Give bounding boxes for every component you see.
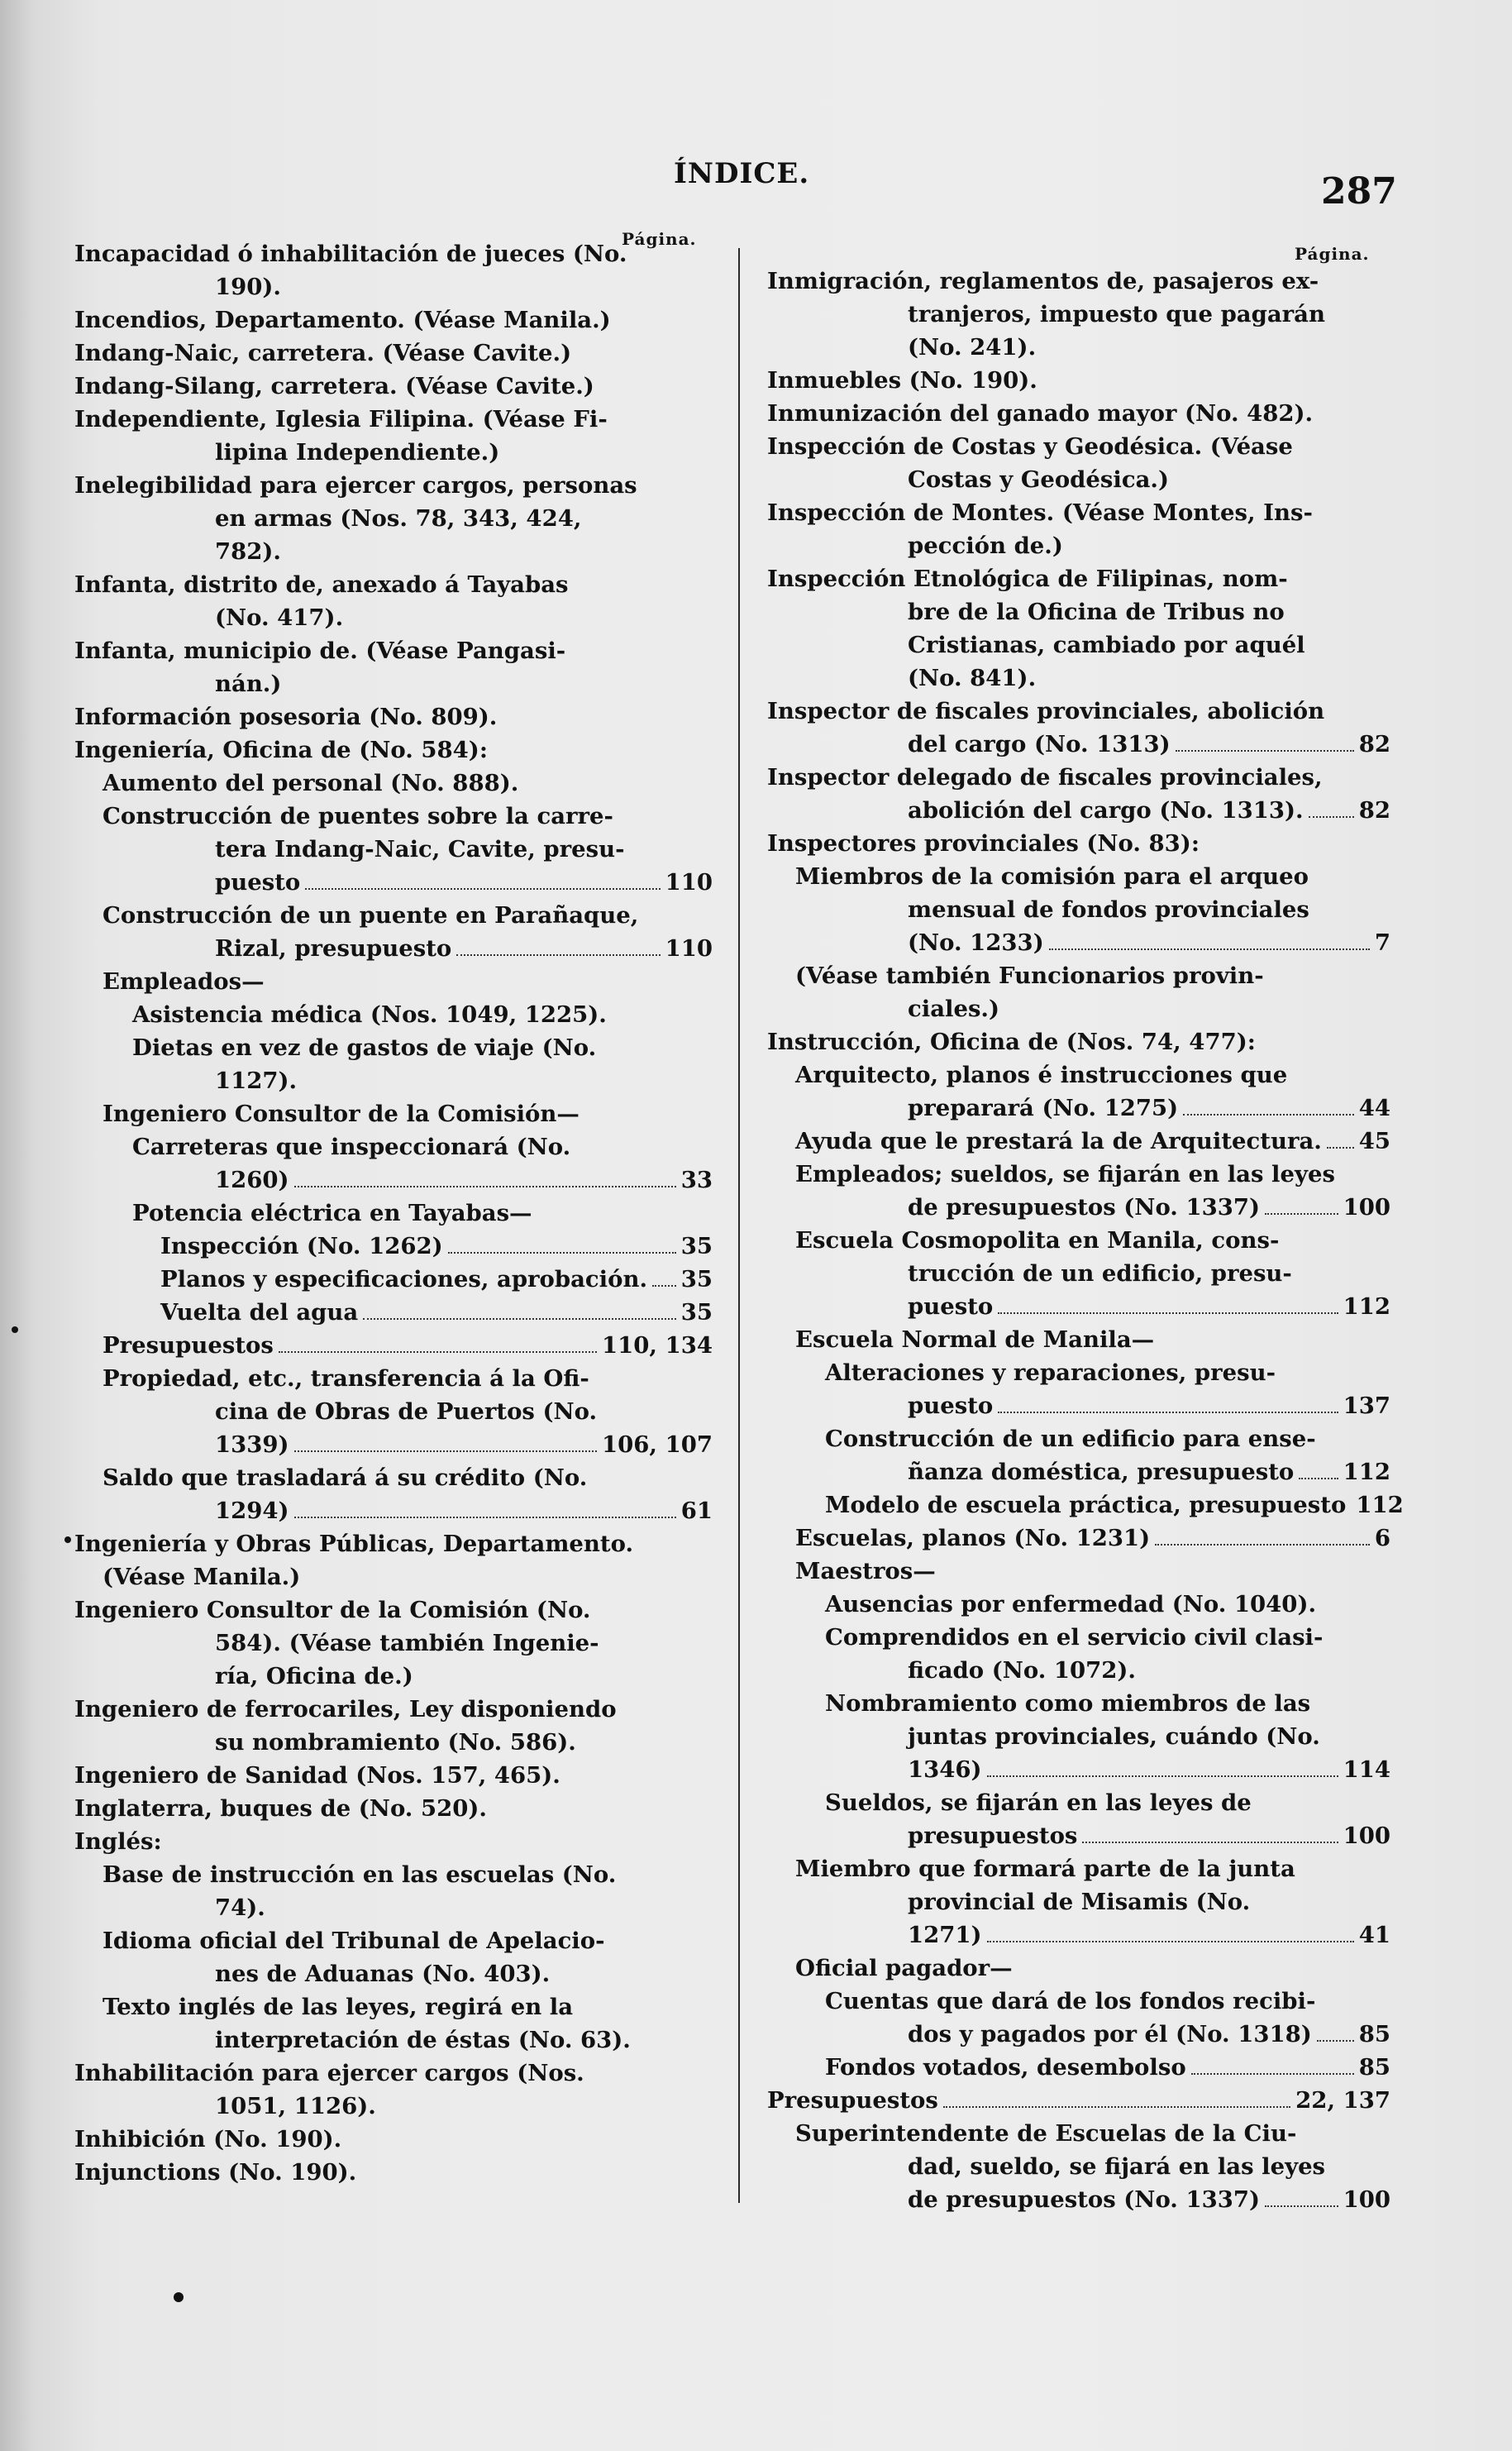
index-entry-line	[767, 1885, 1390, 1918]
index-entry-line	[74, 932, 713, 965]
index-entry-line	[74, 965, 713, 998]
dot-leader	[987, 1940, 1354, 1942]
index-entry-line	[767, 2150, 1390, 2183]
entry-text: Inspector delegado de fiscales provinciales,	[767, 764, 1323, 791]
index-entry-line	[767, 430, 1390, 463]
index-entry-line	[74, 1924, 713, 1957]
index-entry-line	[767, 1455, 1390, 1488]
index-entry-line	[767, 761, 1390, 794]
dot-leader	[998, 1312, 1338, 1314]
index-entry-line	[767, 1125, 1390, 1158]
index-entry-line	[767, 1257, 1390, 1290]
dot-leader	[1191, 2072, 1354, 2075]
entry-text: Comprendidos en el servicio civil clasi-	[825, 1624, 1324, 1651]
right-column-page-label: Página.	[1295, 244, 1370, 264]
index-entry-line	[767, 2084, 1390, 2117]
entry-page-number: 110	[665, 869, 713, 896]
index-entry-line	[767, 1092, 1390, 1125]
entry-text: Ingeniero de Sanidad (Nos. 157, 465).	[74, 1762, 560, 1789]
entry-page-number: 112	[1356, 1492, 1404, 1518]
entry-text: (Véase Manila.)	[103, 1564, 301, 1590]
ink-dot	[174, 2292, 184, 2302]
entry-text: Cuentas que dará de los fondos recibi-	[825, 1988, 1316, 2014]
dot-leader	[943, 2105, 1290, 2108]
index-entry-line	[767, 364, 1390, 397]
dot-leader	[1309, 815, 1354, 818]
entry-text: abolición del cargo (No. 1313).	[908, 797, 1304, 824]
index-entry-line	[74, 1031, 713, 1064]
index-entry-line	[74, 1329, 713, 1362]
index-entry-line	[74, 1362, 713, 1395]
entry-text: (No. 1233)	[908, 929, 1044, 956]
index-entry-line	[74, 1858, 713, 1891]
index-entry-line	[767, 628, 1390, 662]
page-number: 287	[1321, 170, 1397, 213]
entry-text: Oficial pagador—	[795, 1955, 1013, 1981]
dot-leader	[987, 1775, 1338, 1777]
dot-leader	[363, 1317, 676, 1320]
entry-text: Inspección Etnológica de Filipinas, nom-	[767, 566, 1288, 592]
index-entry-line	[767, 1389, 1390, 1422]
index-entry-line	[767, 1621, 1390, 1654]
index-entry-line	[767, 1786, 1390, 1819]
index-entry-line	[767, 265, 1390, 298]
entry-text: Presupuestos	[767, 2087, 938, 2114]
entry-page-number: 61	[680, 1498, 713, 1524]
entry-text: Inmunización del ganado mayor (No. 482).	[767, 400, 1314, 427]
entry-text: Maestros—	[795, 1558, 936, 1584]
index-entry-line	[74, 568, 713, 601]
entry-page-number: 110	[665, 935, 713, 962]
entry-text: presupuestos	[908, 1823, 1078, 1849]
index-entry-line	[74, 1395, 713, 1428]
dot-leader	[305, 887, 660, 890]
index-entry-line	[767, 397, 1390, 430]
index-entry-line	[74, 700, 713, 733]
index-entry-line	[767, 2117, 1390, 2150]
entry-text: (No. 417).	[215, 604, 344, 631]
index-entry-line	[74, 2057, 713, 2090]
entry-text: puesto	[908, 1293, 994, 1320]
entry-page-number: 6	[1374, 1525, 1390, 1551]
entry-text: Dietas en vez de gastos de viaje (No.	[132, 1034, 597, 1061]
index-entry-line	[74, 767, 713, 800]
entry-text: lipina Independiente.)	[215, 439, 500, 466]
entry-text: Cristianas, cambiado por aquél	[908, 632, 1305, 658]
entry-text: Asistencia médica (Nos. 1049, 1225).	[132, 1001, 607, 1028]
index-entry-line	[74, 2023, 713, 2057]
entry-text: Rizal, presupuesto	[215, 935, 452, 962]
index-entry-line	[74, 1593, 713, 1627]
index-entry-line	[767, 1852, 1390, 1885]
index-entry-line	[767, 298, 1390, 331]
entry-text: Fondos votados, desembolso	[825, 2054, 1186, 2081]
entry-page-number: 112	[1343, 1293, 1390, 1320]
left-column-page-label: Página.	[622, 229, 697, 249]
index-entry-line	[767, 2051, 1390, 2084]
entry-page-number: 85	[1358, 2054, 1390, 2081]
entry-text: Saldo que trasladará á su crédito (No.	[103, 1464, 588, 1491]
entry-text: (No. 241).	[908, 334, 1037, 361]
entry-text: Miembros de la comisión para el arqueo	[795, 863, 1309, 890]
entry-text: Independiente, Iglesia Filipina. (Véase Fi-	[74, 406, 608, 432]
index-entry-line	[767, 992, 1390, 1025]
entry-text: Infanta, municipio de. (Véase Pangasi-	[74, 638, 566, 664]
index-entry-line	[74, 998, 713, 1031]
entry-page-number: 112	[1343, 1459, 1390, 1485]
index-entry-line	[74, 1428, 713, 1461]
page-header-title: ÍNDICE.	[674, 157, 810, 190]
entry-text: Indang-Naic, carretera. (Véase Cavite.)	[74, 340, 572, 366]
index-entry-line	[74, 1726, 713, 1759]
entry-text: Potencia eléctrica en Tayabas—	[132, 1200, 532, 1226]
index-entry-line	[767, 463, 1390, 496]
entry-text: tera Indang-Naic, Cavite, presu-	[215, 836, 625, 862]
entry-text: Escuela Cosmopolita en Manila, cons-	[795, 1227, 1280, 1254]
entry-page-number: 41	[1358, 1922, 1390, 1948]
index-entry-line	[767, 595, 1390, 628]
entry-text: Inglés:	[74, 1828, 162, 1855]
index-entry-line	[767, 1158, 1390, 1191]
entry-text: provincial de Misamis (No.	[908, 1889, 1251, 1915]
entry-text: Vuelta del agua	[160, 1299, 359, 1326]
ink-dot	[12, 1326, 18, 1333]
entry-text: nes de Aduanas (No. 403).	[215, 1961, 551, 1987]
entry-page-number: 114	[1343, 1756, 1390, 1783]
entry-text: Presupuestos	[103, 1332, 274, 1359]
entry-text: Inelegibilidad para ejercer cargos, personas	[74, 472, 637, 499]
entry-text: (No. 841).	[908, 665, 1037, 691]
entry-page-number: 137	[1343, 1393, 1390, 1419]
entry-page-number: 35	[680, 1299, 713, 1326]
entry-text: dos y pagados por él (No. 1318)	[908, 2021, 1312, 2047]
entry-text: Inspectores provinciales (No. 83):	[767, 830, 1200, 857]
dot-leader	[1265, 2205, 1338, 2207]
index-entry-line	[767, 728, 1390, 761]
dot-leader	[448, 1251, 676, 1254]
index-entry-line	[74, 535, 713, 568]
entry-text: Planos y especificaciones, aprobación.	[160, 1266, 648, 1292]
index-entry-line	[74, 2090, 713, 2123]
entry-text: puesto	[908, 1393, 994, 1419]
entry-text: Ingeniería y Obras Públicas, Departamento.	[74, 1531, 634, 1557]
dot-leader	[294, 1516, 676, 1518]
entry-page-number: 82	[1358, 797, 1390, 824]
entry-text: (Véase también Funcionarios provin-	[795, 963, 1264, 989]
dot-leader	[1155, 1543, 1370, 1546]
index-entry-line	[74, 1296, 713, 1329]
index-entry-line	[767, 1488, 1404, 1522]
index-entry-line	[767, 562, 1390, 595]
entry-text: interpretación de éstas (No. 63).	[215, 2027, 631, 2053]
index-entry-line	[767, 1918, 1390, 1952]
entry-text: puesto	[215, 869, 301, 896]
entry-text: trucción de un edificio, presu-	[908, 1260, 1292, 1287]
entry-text: 74).	[215, 1894, 265, 1921]
index-entry-line	[74, 634, 713, 667]
index-entry-line	[74, 601, 713, 634]
index-entry-line	[767, 1356, 1390, 1389]
index-entry-line	[767, 1422, 1390, 1455]
entry-text: Inhibición (No. 190).	[74, 2126, 342, 2152]
entry-text: Superintendente de Escuelas de la Ciu-	[795, 2120, 1297, 2147]
index-entry-line	[767, 926, 1390, 959]
index-entry-line	[74, 502, 713, 535]
index-entry-line	[74, 1825, 713, 1858]
index-entry-line	[767, 496, 1390, 529]
entry-text: nán.)	[215, 671, 282, 697]
dot-leader	[1299, 1477, 1338, 1479]
entry-text: en armas (Nos. 78, 343, 424,	[215, 505, 582, 532]
index-entry-line	[767, 893, 1390, 926]
index-entry-line	[74, 800, 713, 833]
entry-text: 1294)	[215, 1498, 289, 1524]
entry-text: juntas provinciales, cuándo (No.	[908, 1723, 1320, 1750]
entry-page-number: 82	[1358, 731, 1390, 757]
entry-text: Propiedad, etc., transferencia á la Ofi-	[103, 1365, 589, 1392]
entry-text: Instrucción, Oficina de (Nos. 74, 477):	[767, 1029, 1256, 1055]
entry-page-number: 100	[1343, 1823, 1390, 1849]
index-entry-line	[74, 370, 713, 403]
index-entry-line	[767, 1952, 1390, 1985]
entry-text: Construcción de un edificio para ense-	[825, 1426, 1316, 1452]
entry-text: ciales.)	[908, 996, 1000, 1022]
index-entry-line	[767, 1058, 1390, 1092]
dot-leader	[279, 1350, 597, 1353]
index-entry-line	[767, 1323, 1390, 1356]
index-column-right	[767, 265, 1404, 2216]
entry-text: 190).	[215, 274, 281, 300]
entry-text: Idioma oficial del Tribunal de Apelacio-	[103, 1928, 605, 1954]
index-entry-line	[74, 1759, 713, 1792]
index-entry-line	[767, 1985, 1390, 2018]
index-entry-line	[74, 667, 713, 700]
entry-text: Ayuda que le prestará la de Arquitectura.	[795, 1128, 1322, 1154]
index-entry-line	[74, 436, 713, 469]
entry-text: Inglaterra, buques de (No. 520).	[74, 1795, 487, 1822]
entry-text: de presupuestos (No. 1337)	[908, 2186, 1260, 2213]
index-entry-line	[767, 1555, 1390, 1588]
index-entry-line	[74, 337, 713, 370]
entry-text: Incapacidad ó inhabilitación de jueces (No.	[74, 241, 627, 267]
entry-text: Incendios, Departamento. (Véase Manila.)	[74, 307, 611, 333]
entry-text: Inspección (No. 1262)	[160, 1233, 443, 1259]
index-entry-line	[74, 833, 713, 866]
entry-text: Inspección de Montes. (Véase Montes, Ins-	[767, 499, 1313, 526]
index-entry-line	[74, 403, 713, 436]
entry-text: del cargo (No. 1313)	[908, 731, 1171, 757]
dot-leader	[456, 953, 660, 956]
entry-text: tranjeros, impuesto que pagarán	[908, 301, 1325, 327]
index-entry-line	[767, 662, 1390, 695]
index-entry-line	[74, 1792, 713, 1825]
index-entry-line	[767, 827, 1390, 860]
dot-leader	[1327, 1146, 1354, 1149]
entry-text: Empleados; sueldos, se fijarán en las leyes	[795, 1161, 1335, 1187]
index-entry-line	[767, 1191, 1390, 1224]
entry-text: 1127).	[215, 1068, 298, 1094]
index-entry-line	[767, 1588, 1390, 1621]
entry-page-number: 85	[1358, 2021, 1390, 2047]
index-entry-line	[74, 1527, 713, 1560]
entry-text: preparará (No. 1275)	[908, 1095, 1179, 1121]
dot-leader	[294, 1185, 676, 1187]
entry-text: Ingeniero Consultor de la Comisión (No.	[74, 1597, 591, 1623]
entry-page-number: 33	[680, 1167, 713, 1193]
index-entry-line	[74, 866, 713, 899]
entry-text: Injunctions (No. 190).	[74, 2159, 357, 2186]
entry-text: Infanta, distrito de, anexado á Tayabas	[74, 571, 569, 598]
ink-dot	[64, 1536, 71, 1543]
index-entry-line	[74, 270, 713, 303]
index-entry-line	[767, 695, 1390, 728]
index-entry-line	[74, 1230, 713, 1263]
entry-text: Inspección de Costas y Geodésica. (Véase	[767, 433, 1293, 460]
entry-text: Escuela Normal de Manila—	[795, 1326, 1155, 1353]
entry-page-number: 110, 134	[602, 1332, 713, 1359]
dot-leader	[1082, 1841, 1338, 1843]
dot-leader	[1183, 1113, 1354, 1116]
entry-text: ñanza doméstica, presupuesto	[908, 1459, 1295, 1485]
index-entry-line	[74, 1263, 713, 1296]
entry-text: 1260)	[215, 1167, 289, 1193]
index-column-left	[74, 237, 713, 2189]
entry-text: Construcción de puentes sobre la carre-	[103, 803, 613, 829]
index-entry-line	[767, 1720, 1390, 1753]
index-entry-line	[74, 1494, 713, 1527]
index-entry-line	[74, 237, 713, 270]
entry-text: Nombramiento como miembros de las	[825, 1690, 1311, 1717]
index-entry-line	[767, 1687, 1390, 1720]
index-entry-line	[74, 2123, 713, 2156]
index-entry-line	[767, 1753, 1390, 1786]
entry-text: Sueldos, se fijarán en las leyes de	[825, 1789, 1252, 1816]
entry-text: bre de la Oficina de Tribus no	[908, 599, 1285, 625]
index-entry-line	[74, 1163, 713, 1197]
index-entry-line	[74, 1461, 713, 1494]
entry-text: Alteraciones y reparaciones, presu-	[825, 1359, 1276, 1386]
column-divider	[738, 248, 740, 2203]
index-entry-line	[767, 794, 1390, 827]
index-entry-line	[767, 1819, 1390, 1852]
index-entry-line	[767, 1654, 1390, 1687]
entry-page-number: 35	[680, 1233, 713, 1259]
index-entry-line	[74, 1197, 713, 1230]
entry-text: Indang-Silang, carretera. (Véase Cavite.)	[74, 373, 594, 399]
entry-text: de presupuestos (No. 1337)	[908, 1194, 1260, 1221]
index-entry-line	[74, 1990, 713, 2023]
index-entry-line	[767, 959, 1390, 992]
index-entry-line	[74, 1660, 713, 1693]
entry-text: pección de.)	[908, 533, 1063, 559]
entry-text: Arquitecto, planos é instrucciones que	[795, 1062, 1288, 1088]
entry-page-number: 22, 137	[1295, 2087, 1390, 2114]
entry-text: Inmuebles (No. 190).	[767, 367, 1037, 394]
entry-text: ficado (No. 1072).	[908, 1657, 1136, 1684]
entry-text: 1051, 1126).	[215, 2093, 376, 2119]
entry-page-number: 44	[1358, 1095, 1390, 1121]
entry-text: Empleados—	[103, 968, 265, 995]
index-entry-line	[74, 1957, 713, 1990]
entry-text: Texto inglés de las leyes, regirá en la	[103, 1994, 574, 2020]
entry-text: Modelo de escuela práctica, presupuesto	[825, 1492, 1347, 1518]
index-entry-line	[767, 1224, 1390, 1257]
entry-text: Miembro que formará parte de la junta	[795, 1856, 1295, 1882]
index-entry-line	[74, 1693, 713, 1726]
dot-leader	[1265, 1212, 1338, 1215]
entry-text: mensual de fondos provinciales	[908, 896, 1309, 923]
entry-text: Ingeniero Consultor de la Comisión—	[103, 1101, 580, 1127]
entry-text: cina de Obras de Puertos (No.	[215, 1398, 598, 1425]
dot-leader	[1317, 2039, 1354, 2042]
entry-page-number: 45	[1358, 1128, 1390, 1154]
entry-text: Información posesoria (No. 809).	[74, 704, 498, 730]
index-entry-line	[74, 2156, 713, 2189]
entry-text: Ausencias por enfermedad (No. 1040).	[825, 1591, 1317, 1617]
index-entry-line	[74, 1627, 713, 1660]
entry-page-number: 35	[680, 1266, 713, 1292]
entry-text: Inspector de fiscales provinciales, abolición	[767, 698, 1325, 724]
entry-text: Ingeniería, Oficina de (No. 584):	[74, 737, 488, 763]
entry-text: 1346)	[908, 1756, 982, 1783]
entry-page-number: 100	[1343, 2186, 1390, 2213]
index-entry-line	[74, 303, 713, 337]
entry-text: 1339)	[215, 1431, 289, 1458]
entry-text: Aumento del personal (No. 888).	[103, 770, 519, 796]
dot-leader	[652, 1284, 676, 1287]
index-entry-line	[767, 860, 1390, 893]
dot-leader	[998, 1411, 1338, 1413]
index-entry-line	[767, 529, 1390, 562]
index-entry-line	[767, 1025, 1390, 1058]
dot-leader	[1176, 749, 1354, 752]
entry-text: Escuelas, planos (No. 1231)	[795, 1525, 1151, 1551]
index-entry-line	[74, 469, 713, 502]
entry-text: Carreteras que inspeccionará (No.	[132, 1134, 571, 1160]
entry-text: Costas y Geodésica.)	[908, 466, 1169, 493]
index-entry-line	[767, 1290, 1390, 1323]
entry-page-number: 100	[1343, 1194, 1390, 1221]
index-entry-line	[767, 331, 1390, 364]
index-entry-line	[74, 1064, 713, 1097]
index-entry-line	[74, 1130, 713, 1163]
entry-text: Ingeniero de ferrocariles, Ley disponiendo	[74, 1696, 617, 1722]
entry-text: dad, sueldo, se fijará en las leyes	[908, 2153, 1326, 2180]
entry-text: Inhabilitación para ejercer cargos (Nos.	[74, 2060, 584, 2086]
entry-text: 782).	[215, 538, 281, 565]
index-entry-line	[74, 1560, 713, 1593]
entry-text: ría, Oficina de.)	[215, 1663, 413, 1689]
entry-text: 1271)	[908, 1922, 982, 1948]
index-entry-line	[74, 1891, 713, 1924]
entry-page-number: 106, 107	[602, 1431, 713, 1458]
entry-text: Inmigración, reglamentos de, pasajeros ex-	[767, 268, 1319, 294]
index-entry-line	[767, 2018, 1390, 2051]
index-entry-line	[74, 899, 713, 932]
index-entry-line	[74, 1097, 713, 1130]
index-entry-line	[767, 1522, 1390, 1555]
index-entry-line	[767, 2183, 1390, 2216]
entry-text: 584). (Véase también Ingenie-	[215, 1630, 599, 1656]
index-entry-line	[74, 733, 713, 767]
entry-text: Base de instrucción en las escuelas (No.	[103, 1861, 617, 1888]
entry-page-number: 7	[1374, 929, 1390, 956]
entry-text: Construcción de un puente en Parañaque,	[103, 902, 639, 929]
dot-leader	[1049, 948, 1370, 950]
dot-leader	[294, 1450, 597, 1452]
entry-text: su nombramiento (No. 586).	[215, 1729, 576, 1756]
